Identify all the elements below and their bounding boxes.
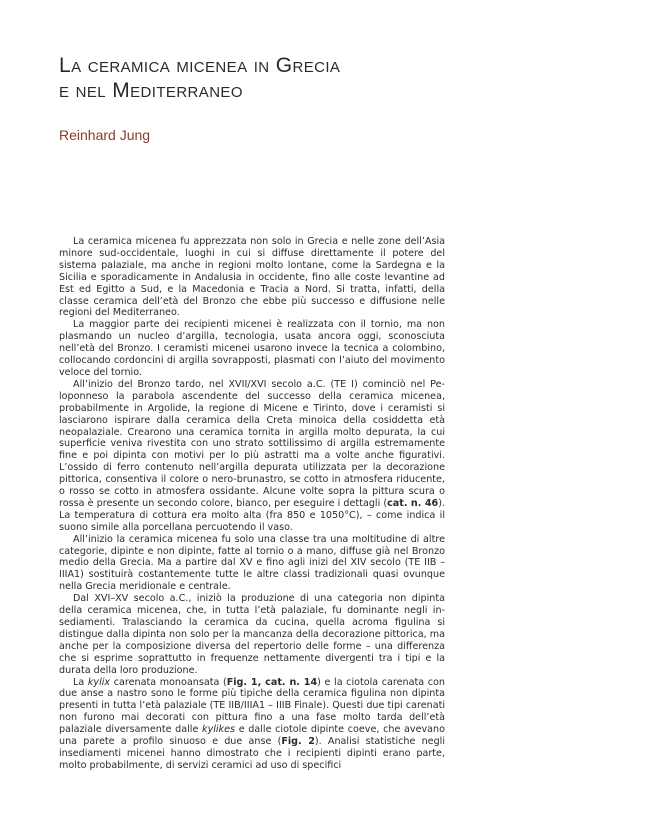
term-kylix: kylix <box>87 676 111 688</box>
paragraph-1: La ceramica micenea fu apprezzata non solo in Grecia e nelle zone dell’Asia minore sud-occidentale, luoghi in cui si diffuse direttamente il potere del sistema palaziale, ma anche in regioni molto lontane, come la Sardegna e la Sicilia e sporadicamente in Andalusia in occidente, fino alle coste levantine ad Est ed Egitto a Sud, e la Macedonia e Tracia a Nord. Si tratta, infatti, della classe ceramica dell’età del Bronzo che ebbe più successo e diffusione nelle regioni del Mediterraneo. <box>59 236 445 319</box>
author-name: Reinhard Jung <box>59 127 151 143</box>
paragraph-3-text-c: ). La temperatura di cottura era molto alta (fra 850 e 1050°C), – come indica il suono simile alla porcellana percuotendo il vaso. <box>59 497 445 533</box>
article-body <box>59 236 445 772</box>
paragraph-6-text-d: ) e la ciotola carenata con due anse a nastro sono le forme più tipiche della ceramica figulina non dipinta presenti in tutta l’età palaziale (TE IIB/IIIA1 – IIIB Finale). Questi due tipi carenati non furono mai decorati con pittura fino a una fase molto tarda dell’età palaziale diversamente dalle <box>59 676 445 736</box>
term-kylikes: kylikes <box>202 724 236 736</box>
paragraph-6 <box>59 677 445 772</box>
article-title <box>59 53 479 103</box>
paragraph-2: La maggior parte dei recipienti micenei è realizzata con il tornio, ma non plasmando un nucleo d’argilla, tecnologia, usata ancora oggi, sconosciuta nell’età del Bronzo. I ceramisti micenei usarono invece la tecnica a colombino, collocando cordoncini di argilla sovrapposti, plasmati con l’aiuto del movimento veloce del tornio. <box>59 319 445 378</box>
catalogue-reference: cat. n. 46 <box>387 497 439 509</box>
paragraph-5: Dal XVI–XV secolo a.C., iniziò la produzione di una categoria non dipinta della ceramica micenea, che, in tutta l’età palaziale, fu dominante negli insediamenti. Tralasciando la ceramica da cucina, quella acroma figulina si distingue dalla dipinta non solo per la mancanza della decorazione pittorica, ma anche per la composizione diversa del repertorio delle forme – una differenza che si esprime soprattutto in frequenze nettamente divergenti tra i tipi e la durata della loro produzione. <box>59 593 445 676</box>
paragraph-6-text-c: carenata monoansata ( <box>110 676 227 688</box>
figure-reference-1: Fig. 1, cat. n. 14 <box>226 676 318 688</box>
paragraph-6-text-a: La <box>73 676 88 688</box>
title-line-1: La ceramica micenea in Grecia <box>59 54 341 77</box>
paragraph-3 <box>59 379 445 534</box>
figure-reference-2: Fig. 2 <box>281 736 315 748</box>
paragraph-3-text-a: All’inizio del Bronzo tardo, nel XVII/XVI secolo a.C. (TE I) cominciò nel Peloponneso la parabola ascendente del successo della ceramica micenea, probabilmente in Argolide, la regione di Micene e Tirinto, dove i ceramisti si lasciarono ispirare dalla ceramica della Creta minoica della cosiddetta età neopalaziale. Crearono una ceramica tornita in argilla molto depurata, la cui superficie veniva rivestita con uno strato sottilissimo di argilla estremamente fine e poi dipinta con motivi per lo più astratti ma a volte anche figurativi. L’ossido di ferro contenuto nell’argilla depurata utilizzata per la decorazione pittorica, consentiva il colore o nero-brunastro, se cotto in atmosfera riducente, o rosso se cotto in atmosfera ossidante. Alcune volte sopra la pittura scura o rossa è presente un secondo colore, bianco, per eseguire i dettagli ( <box>59 378 445 509</box>
paragraph-4: All’inizio la ceramica micenea fu solo una classe tra una moltitudine di altre categorie, dipinte e non dipinte, fatte al tornio o a mano, diffuse già nel Bronzo medio della Grecia. Ma a partire dal XV e fino agli inizi del XIV secolo (TE IIB – IIIA1) sostituirà costantemente tutte le altre classi tradizionali quasi ovunque nella Grecia meridionale e centrale. <box>59 533 445 593</box>
paragraph-6-text-e: e dalle ciotole dipinte coeve, che avevano una parete a profilo sinuoso e due anse ( <box>59 724 445 748</box>
title-line-2: e nel Mediterraneo <box>59 79 243 102</box>
paragraph-6-text-f: ). Analisi statistiche negli insediamenti micenei hanno dimostrato che i recipienti dipinti erano parte, molto probabilmente, di servizi ceramici ad uso di specifici <box>59 736 445 771</box>
